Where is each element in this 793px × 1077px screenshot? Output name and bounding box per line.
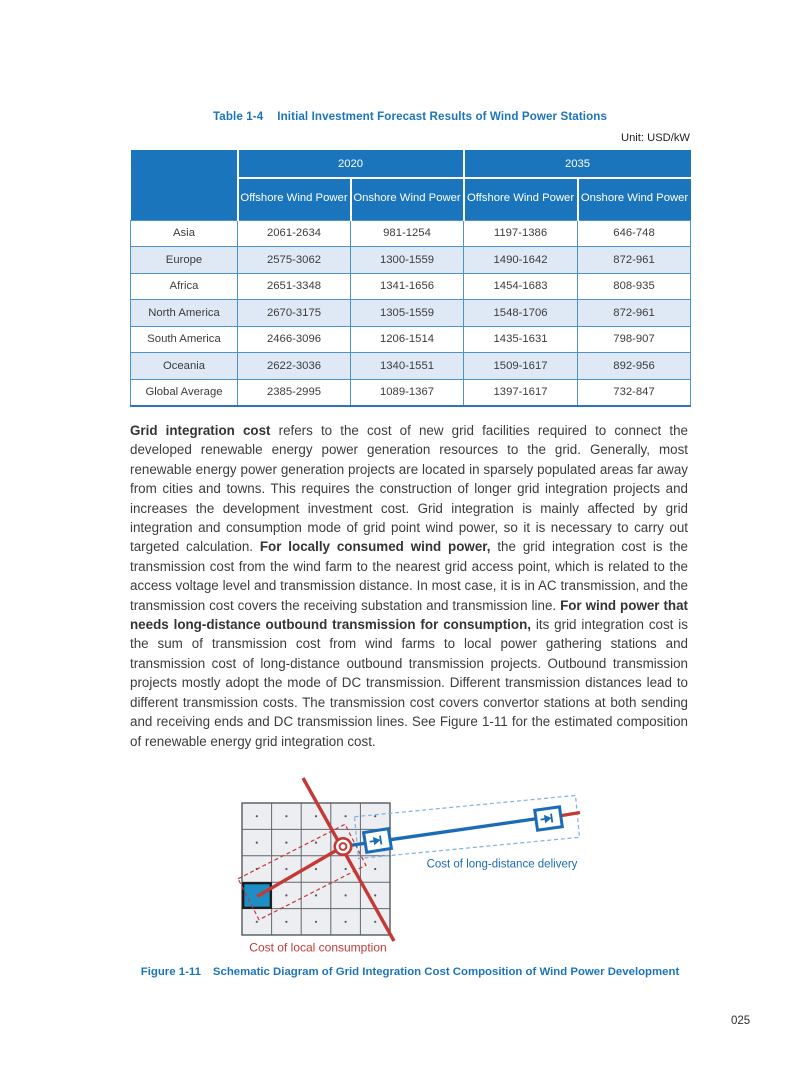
table-corner-cell [131, 150, 238, 220]
grid-integration-paragraph [130, 421, 688, 751]
value-cell: 981-1254 [351, 220, 464, 247]
paragraph-text: its grid integration cost is the sum of transmission cost from wind farms to local power gathering stations and transmission cost of long-distance outbound transmission projects. Outbound transmission projects mostly adopt the mode of DC transmission. Different transmission distances lead to different transmission costs. The transmission cost covers convertor stations at both sending and receiving ends and DC transmission lines. See Figure 1-11 for the estimated composition of renewable energy grid integration cost. [130, 617, 688, 749]
value-cell: 1089-1367 [351, 379, 464, 406]
table-row [131, 273, 691, 300]
region-cell: South America [131, 326, 238, 353]
table-body [131, 220, 691, 406]
year-header-row [131, 150, 691, 178]
figure-number-label: Figure 1-11 [140, 966, 201, 978]
value-cell: 2385-2995 [238, 379, 351, 406]
col-header-2020-onshore: Onshore Wind Power [351, 178, 464, 220]
value-cell: 1454-1683 [464, 273, 578, 300]
page-number: 025 [731, 1015, 751, 1027]
col-header-2020-offshore: Offshore Wind Power [238, 178, 351, 220]
value-cell: 2651-3348 [238, 273, 351, 300]
table-row [131, 326, 691, 353]
paragraph-bold-local: For locally consumed wind power, [259, 539, 491, 555]
paragraph-text: the grid integration cost is the transmission cost from the wind farm to the nearest grid access point, which is related to the access voltage level and transmission distance. In most case, it is in AC transmission, and the transmission cost covers the receiving substation and transmission line. [130, 539, 688, 613]
table-title [115, 110, 705, 123]
region-cell: Global Average [131, 379, 238, 406]
value-cell: 1206-1514 [351, 326, 464, 353]
value-cell: 2622-3036 [238, 353, 351, 380]
value-cell: 646-748 [578, 220, 691, 247]
paragraph-bold-longdistance: For wind power that needs long-distance outbound transmission for consumption, [130, 597, 688, 633]
value-cell: 1509-1617 [464, 353, 578, 380]
table-row [131, 300, 691, 327]
figure-1-11-diagram [200, 770, 620, 965]
figure-caption-text: Schematic Diagram of Grid Integration Cost Composition of Wind Power Development [212, 966, 680, 978]
table-unit-label: Unit: USD/kW [621, 132, 690, 144]
paragraph-bold-lead: Grid integration cost [130, 423, 271, 438]
region-cell: Asia [131, 220, 238, 247]
grid-access-point-inner [340, 843, 347, 850]
value-cell: 2575-3062 [238, 247, 351, 274]
year-header-2035: 2035 [464, 150, 691, 178]
col-header-2035-offshore: Offshore Wind Power [464, 178, 578, 220]
value-cell: 2466-3096 [238, 326, 351, 353]
value-cell: 732-847 [578, 379, 691, 406]
value-cell: 1435-1631 [464, 326, 578, 353]
region-cell: Oceania [131, 353, 238, 380]
value-cell: 1305-1559 [351, 300, 464, 327]
year-header-2020: 2020 [238, 150, 464, 178]
long-distance-delivery-label: Cost of long-distance delivery [426, 858, 578, 871]
value-cell: 872-961 [578, 300, 691, 327]
table-row [131, 353, 691, 380]
converter-station-sending-icon [364, 829, 392, 853]
region-cell: Europe [131, 247, 238, 274]
value-cell: 892-956 [578, 353, 691, 380]
value-cell: 872-961 [578, 247, 691, 274]
value-cell: 808-935 [578, 273, 691, 300]
table-title-text: Initial Investment Forecast Results of Wind Power Stations [277, 110, 608, 123]
region-cell: North America [131, 300, 238, 327]
figure-caption [105, 966, 715, 978]
table-row [131, 247, 691, 274]
table-row [131, 220, 691, 247]
converter-station-receiving-icon [535, 807, 563, 830]
value-cell: 1548-1706 [464, 300, 578, 327]
value-cell: 1340-1551 [351, 353, 464, 380]
value-cell: 1341-1656 [351, 273, 464, 300]
region-cell: Africa [131, 273, 238, 300]
table-header [131, 150, 691, 220]
col-header-2035-onshore: Onshore Wind Power [578, 178, 691, 220]
investment-forecast-table [130, 150, 691, 407]
value-cell: 1490-1642 [464, 247, 578, 274]
local-consumption-label: Cost of local consumption [249, 940, 387, 955]
value-cell: 2670-3175 [238, 300, 351, 327]
grid-cost-schematic [200, 770, 620, 965]
table-row [131, 379, 691, 406]
table-number-label: Table 1-4 [212, 110, 264, 123]
paragraph-text: refers to the cost of new grid facilities required to connect the developed renewable energy power generation resources to the grid. Generally, most renewable energy power generation projects are located in sparsely populated areas far away from cities and towns. This requires the construction of longer grid integration projects and increases the development investment cost. Grid integration is mainly affected by grid integration and consumption mode of grid point wind power, so it is necessary to carry out targeted calculation. [130, 423, 688, 555]
value-cell: 2061-2634 [238, 220, 351, 247]
value-cell: 1300-1559 [351, 247, 464, 274]
value-cell: 1397-1617 [464, 379, 578, 406]
value-cell: 798-907 [578, 326, 691, 353]
value-cell: 1197-1386 [464, 220, 578, 247]
